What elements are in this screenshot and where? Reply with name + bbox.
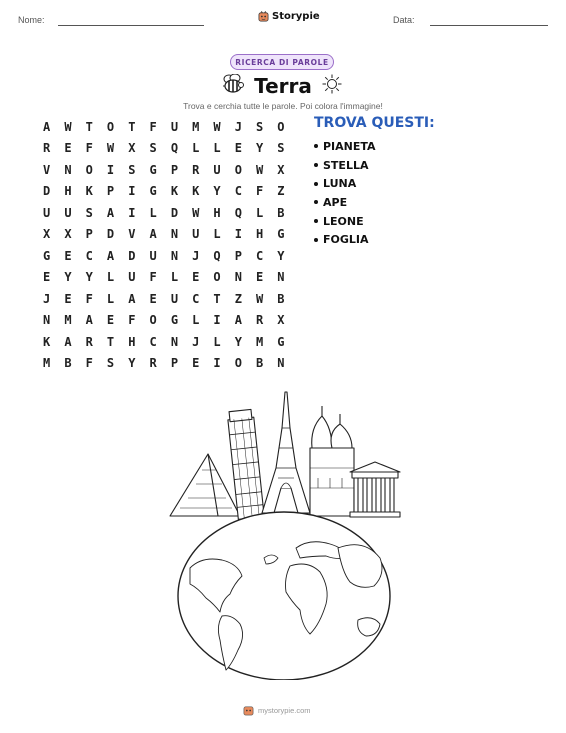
grid-letter[interactable]: N (277, 270, 285, 285)
grid-letter[interactable]: X (277, 313, 285, 328)
grid-letter[interactable]: F (256, 184, 264, 199)
bullet-icon (314, 200, 318, 204)
grid-letter[interactable]: Y (64, 270, 72, 285)
grid-row (36, 159, 292, 181)
grid-letter[interactable]: I (213, 356, 221, 371)
grid-letter[interactable]: V (43, 162, 51, 177)
grid-letter[interactable]: A (149, 227, 157, 242)
grid-letter[interactable]: G (149, 184, 157, 199)
grid-letter[interactable]: E (43, 270, 51, 285)
grid-letter[interactable]: U (170, 119, 179, 134)
grid-letter[interactable]: K (85, 184, 93, 199)
activity-badge: RICERCA DI PAROLE (230, 54, 334, 70)
grid-letter[interactable]: O (277, 119, 285, 134)
grid-letter[interactable]: P (234, 248, 242, 263)
grid-letter[interactable]: I (106, 162, 115, 177)
grid-row (36, 181, 292, 203)
word-list-item (314, 212, 376, 231)
grid-letter[interactable]: E (192, 270, 200, 285)
grid-letter[interactable]: B (256, 356, 264, 371)
bullet-icon (314, 163, 318, 167)
grid-letter[interactable]: I (234, 227, 242, 242)
bullet-icon (314, 182, 318, 186)
grid-letter[interactable]: D (128, 248, 136, 263)
grid-letter[interactable]: T (128, 119, 136, 134)
storypie-icon (258, 11, 269, 22)
grid-letter[interactable]: M (256, 334, 264, 349)
grid-row (36, 353, 292, 375)
grid-letter[interactable]: S (256, 119, 264, 134)
grid-letter[interactable]: U (64, 205, 72, 220)
grid-letter[interactable]: L (149, 205, 157, 220)
grid-letter[interactable]: U (43, 205, 51, 220)
grid-letter[interactable]: U (170, 291, 179, 306)
grid-letter[interactable]: E (256, 270, 264, 285)
globe-with-landmarks-illustration (160, 388, 410, 680)
grid-letter[interactable]: F (149, 119, 157, 134)
grid-letter[interactable]: Z (277, 184, 285, 199)
grid-letter[interactable]: A (234, 313, 242, 328)
storypie-logo (258, 11, 320, 22)
grid-letter[interactable]: O (213, 270, 221, 285)
grid-letter[interactable]: D (43, 184, 51, 199)
grid-letter[interactable]: U (149, 248, 157, 263)
grid-letter[interactable]: F (149, 270, 157, 285)
grid-letter[interactable]: P (170, 356, 179, 371)
letter-grid (36, 116, 292, 374)
grid-letter[interactable]: T (213, 291, 221, 306)
word-text: LUNA (323, 177, 357, 191)
word-list-item (314, 230, 376, 249)
grid-letter[interactable]: I (213, 313, 221, 328)
grid-letter[interactable]: R (256, 313, 264, 328)
word-list-item (314, 193, 376, 212)
word-text: FOGLIA (323, 233, 369, 247)
grid-letter[interactable]: B (64, 356, 72, 371)
grid-letter[interactable]: A (85, 313, 93, 328)
bullet-icon (314, 144, 318, 148)
grid-letter[interactable]: Q (170, 141, 179, 156)
grid-letter[interactable]: P (85, 227, 93, 242)
grid-letter[interactable]: W (256, 291, 264, 306)
grid-letter[interactable]: F (85, 291, 93, 306)
grid-letter[interactable]: A (43, 119, 51, 134)
grid-letter[interactable]: W (106, 141, 115, 156)
page-title: Terra (254, 74, 312, 98)
grid-letter[interactable]: T (106, 334, 115, 349)
grid-letter[interactable]: A (106, 205, 115, 220)
grid-letter[interactable]: M (64, 313, 72, 328)
grid-letter[interactable]: Q (213, 248, 221, 263)
grid-letter[interactable]: S (85, 205, 93, 220)
grid-row (36, 267, 292, 289)
grid-letter[interactable]: P (170, 162, 179, 177)
grid-row (36, 288, 292, 310)
grid-letter[interactable]: Y (234, 334, 242, 349)
grid-letter[interactable]: D (170, 205, 179, 220)
grid-letter[interactable]: L (192, 141, 200, 156)
grid-letter[interactable]: Y (128, 356, 136, 371)
grid-letter[interactable]: C (192, 291, 200, 306)
grid-letter[interactable]: J (234, 119, 242, 134)
footer-url: mystorypie.com (258, 706, 311, 715)
grid-letter[interactable]: R (85, 334, 93, 349)
grid-letter[interactable]: K (192, 184, 200, 199)
grid-letter[interactable]: N (234, 270, 242, 285)
grid-letter[interactable]: G (170, 313, 179, 328)
grid-letter[interactable]: F (128, 313, 136, 328)
grid-letter[interactable]: S (106, 356, 115, 371)
grid-letter[interactable]: W (213, 119, 221, 134)
grid-letter[interactable]: Z (234, 291, 242, 306)
grid-letter[interactable]: H (128, 334, 136, 349)
grid-letter[interactable]: L (256, 205, 264, 220)
grid-letter[interactable]: U (128, 270, 136, 285)
grid-letter[interactable]: I (128, 184, 136, 199)
word-list-title: TROVA QUESTI: (314, 115, 435, 131)
sun-icon (322, 74, 342, 94)
grid-letter[interactable]: D (106, 227, 115, 242)
grid-letter[interactable]: X (277, 162, 285, 177)
word-text: APE (323, 195, 348, 209)
grid-letter[interactable]: I (128, 205, 136, 220)
instructions: Trova e cerchia tutte le parole. Poi colora l'immagine! (183, 101, 383, 111)
grid-letter[interactable]: P (106, 184, 115, 199)
footer (243, 705, 311, 716)
date-line (430, 25, 548, 26)
word-list-item (314, 156, 376, 175)
grid-letter[interactable]: N (170, 248, 179, 263)
grid-letter[interactable]: R (43, 141, 51, 156)
grid-row (36, 310, 292, 332)
grid-letter[interactable]: M (43, 356, 51, 371)
grid-letter[interactable]: G (43, 248, 51, 263)
bullet-icon (314, 238, 318, 242)
grid-letter[interactable]: U (213, 162, 221, 177)
grid-letter[interactable]: E (192, 356, 200, 371)
grid-letter[interactable]: H (213, 205, 221, 220)
grid-letter[interactable]: N (170, 227, 179, 242)
grid-letter[interactable]: O (234, 356, 242, 371)
logo-text: Storypie (272, 11, 320, 22)
grid-letter[interactable]: F (85, 141, 93, 156)
date-label: Data: (393, 15, 415, 25)
grid-letter[interactable]: B (277, 291, 285, 306)
word-list-item (314, 137, 376, 156)
grid-letter[interactable]: E (106, 313, 115, 328)
grid-letter[interactable]: W (64, 119, 72, 134)
grid-letter[interactable]: N (170, 334, 179, 349)
word-list (314, 137, 376, 249)
grid-letter[interactable]: L (213, 141, 221, 156)
grid-letter[interactable]: O (149, 313, 157, 328)
grid-row (36, 202, 292, 224)
bullet-icon (314, 219, 318, 223)
grid-row (36, 245, 292, 267)
grid-letter[interactable]: L (170, 270, 179, 285)
grid-letter[interactable]: V (128, 227, 136, 242)
grid-letter[interactable]: H (256, 227, 264, 242)
grid-letter[interactable]: Q (234, 205, 242, 220)
grid-letter[interactable]: N (277, 356, 285, 371)
grid-letter[interactable]: J (43, 291, 51, 306)
grid-letter[interactable]: A (128, 291, 136, 306)
grid-letter[interactable]: T (85, 119, 93, 134)
grid-letter[interactable]: J (192, 334, 200, 349)
grid-letter[interactable]: K (43, 334, 51, 349)
grid-letter[interactable]: G (277, 227, 285, 242)
grid-letter[interactable]: B (277, 205, 285, 220)
grid-letter[interactable]: A (106, 248, 115, 263)
grid-letter[interactable]: C (149, 334, 157, 349)
grid-letter[interactable]: C (256, 248, 264, 263)
grid-letter[interactable]: A (64, 334, 72, 349)
word-text: STELLA (323, 158, 369, 172)
grid-letter[interactable]: X (128, 141, 136, 156)
grid-letter[interactable]: S (128, 162, 136, 177)
name-line (58, 25, 204, 26)
grid-letter[interactable]: R (149, 356, 157, 371)
grid-letter[interactable]: G (277, 334, 285, 349)
grid-letter[interactable]: S (149, 141, 157, 156)
grid-letter[interactable]: M (192, 119, 200, 134)
grid-letter[interactable]: Y (213, 184, 221, 199)
grid-letter[interactable]: H (64, 184, 72, 199)
grid-letter[interactable]: W (192, 205, 200, 220)
word-list-item (314, 174, 376, 193)
grid-letter[interactable]: E (64, 141, 72, 156)
grid-letter[interactable]: L (213, 334, 221, 349)
grid-letter[interactable]: R (192, 162, 200, 177)
grid-letter[interactable]: U (192, 227, 200, 242)
grid-letter[interactable]: N (43, 313, 51, 328)
grid-letter[interactable]: J (192, 248, 200, 263)
word-text: LEONE (323, 214, 364, 228)
grid-letter[interactable]: L (106, 291, 115, 306)
grid-letter[interactable]: Y (256, 141, 264, 156)
grid-letter[interactable]: S (277, 141, 285, 156)
grid-row (36, 331, 292, 353)
grid-letter[interactable]: W (256, 162, 264, 177)
grid-letter[interactable]: N (64, 162, 72, 177)
grid-letter[interactable]: O (85, 162, 93, 177)
grid-row (36, 224, 292, 246)
storypie-footer-icon (243, 705, 254, 716)
grid-letter[interactable]: K (170, 184, 179, 199)
grid-letter[interactable]: Y (85, 270, 93, 285)
grid-letter[interactable]: F (85, 356, 93, 371)
grid-letter[interactable]: L (106, 270, 115, 285)
grid-letter[interactable]: O (234, 162, 242, 177)
grid-letter[interactable]: O (106, 119, 115, 134)
grid-letter[interactable]: X (64, 227, 72, 242)
grid-letter[interactable]: X (43, 227, 51, 242)
word-text: PIANETA (323, 139, 376, 153)
grid-row (36, 116, 292, 138)
grid-letter[interactable]: Y (277, 248, 285, 263)
name-label: Nome: (18, 15, 45, 25)
grid-letter[interactable]: E (64, 248, 72, 263)
grid-letter[interactable]: C (234, 184, 242, 199)
grid-letter[interactable]: E (234, 141, 242, 156)
grid-letter[interactable]: E (64, 291, 72, 306)
grid-letter[interactable]: L (192, 313, 200, 328)
grid-letter[interactable]: L (213, 227, 221, 242)
grid-letter[interactable]: G (149, 162, 157, 177)
grid-letter[interactable]: E (149, 291, 157, 306)
grid-row (36, 138, 292, 160)
grid-letter[interactable]: C (85, 248, 93, 263)
